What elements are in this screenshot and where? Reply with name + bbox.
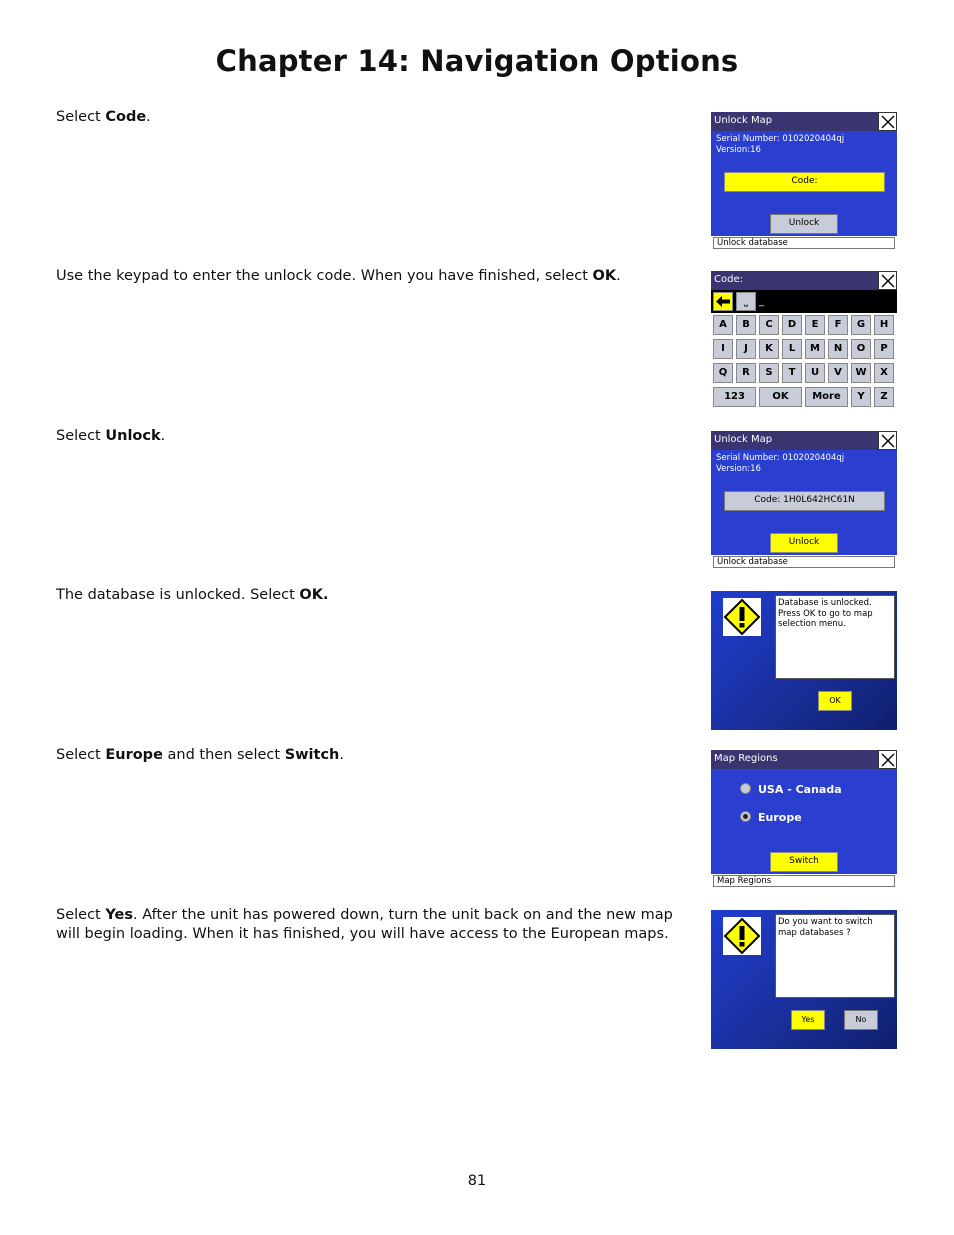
step-3-text [56,427,701,446]
database-unlocked-dialog [711,591,897,730]
close-icon [881,115,895,129]
step-5-text [56,746,701,765]
screen-body [711,450,897,555]
serial-number: Serial Number: 0102020404qj [716,453,845,463]
step-1-text [56,108,701,127]
unlock-map-screen [711,112,897,251]
map-regions-screen [711,750,897,889]
bold-term: OK [592,268,617,284]
key-a[interactable]: A [713,315,733,335]
key-m[interactable]: M [805,339,825,359]
screen-title: Code: [714,274,743,285]
unlock-button[interactable]: Unlock [770,533,838,553]
screen-body [711,769,897,874]
title-bar [711,112,897,131]
status-bar: Map Regions [713,875,895,887]
unlock-button[interactable]: Unlock [770,214,838,234]
key-w[interactable]: W [851,363,871,383]
key-n[interactable]: N [828,339,848,359]
key-y[interactable]: Y [851,387,871,407]
title-bar [711,750,897,769]
close-button[interactable] [878,431,897,450]
close-button[interactable] [878,271,897,290]
key-j[interactable]: J [736,339,756,359]
close-button[interactable] [878,750,897,769]
option-label: Europe [758,811,802,824]
region-option-usa-canada[interactable] [740,783,842,796]
bold-term: Unlock [105,428,161,444]
close-icon [881,753,895,767]
text-cursor: _ [759,296,764,307]
version: Version:16 [716,145,761,155]
keypad [711,290,897,410]
step-text-run: Select [56,428,106,444]
code-entry-field[interactable] [711,290,897,313]
status-bar: Unlock database [713,556,895,568]
bold-term: Code [105,109,147,125]
step-text-run: . [616,268,621,284]
step-text-run: The database is unlocked. Select [56,587,300,603]
step-2-text [56,267,701,286]
message-box: Database is unlocked. Press OK to go to map selection menu. [775,595,895,679]
step-4-text [56,586,701,605]
code-button[interactable]: Code: [724,172,885,192]
version: Version:16 [716,464,761,474]
code-button[interactable]: Code: 1H0L642HC61N [724,491,885,511]
warning-icon [723,598,761,636]
switch-confirm-dialog [711,910,897,1049]
step-text-run: . After the unit has powered down, turn the unit back on and the new map will begin loading. When it has finished, you will have access to the European maps. [56,907,673,942]
screen-title: Unlock Map [714,115,773,126]
close-icon [881,274,895,288]
key-g[interactable]: G [851,315,871,335]
step-text-run: Use the keypad to enter the unlock code. When you have finished, select [56,268,593,284]
key-o[interactable]: O [851,339,871,359]
key-u[interactable]: U [805,363,825,383]
space-key[interactable]: ⎵ [736,292,756,311]
key-f[interactable]: F [828,315,848,335]
step-6-text [56,906,701,944]
key-t[interactable]: T [782,363,802,383]
title-bar [711,271,897,290]
key-ok[interactable]: OK [759,387,802,407]
step-text-run: Select [56,747,106,763]
yes-button[interactable]: Yes [791,1010,825,1030]
key-v[interactable]: V [828,363,848,383]
message-box: Do you want to switch map databases ? [775,914,895,998]
status-bar: Unlock database [713,237,895,249]
radio-button-selected[interactable] [740,811,751,822]
serial-number: Serial Number: 0102020404qj [716,134,845,144]
step-text-run: . [339,747,344,763]
close-icon [881,434,895,448]
key-e[interactable]: E [805,315,825,335]
key-k[interactable]: K [759,339,779,359]
key-p[interactable]: P [874,339,894,359]
key-d[interactable]: D [782,315,802,335]
key-q[interactable]: Q [713,363,733,383]
page-number: 81 [467,1173,487,1189]
radio-button[interactable] [740,783,751,794]
bold-term: Yes [105,907,133,923]
key-l[interactable]: L [782,339,802,359]
screen-body [711,131,897,236]
option-label: USA - Canada [758,783,842,796]
key-b[interactable]: B [736,315,756,335]
bold-term: OK. [299,587,329,603]
close-button[interactable] [878,112,897,131]
back-arrow-icon [714,293,732,310]
key-x[interactable]: X [874,363,894,383]
key-h[interactable]: H [874,315,894,335]
region-option-europe[interactable] [740,811,802,824]
screen-title: Map Regions [714,753,778,764]
warning-icon [723,917,761,955]
key-123[interactable]: 123 [713,387,756,407]
key-r[interactable]: R [736,363,756,383]
page-title: Chapter 14: Navigation Options [215,44,739,78]
ok-button[interactable]: OK [818,691,852,711]
key-c[interactable]: C [759,315,779,335]
key-more[interactable]: More [805,387,848,407]
key-s[interactable]: S [759,363,779,383]
step-text-run: and then select [162,747,285,763]
screen-title: Unlock Map [714,434,773,445]
key-z[interactable]: Z [874,387,894,407]
unlock-map-screen-filled [711,431,897,570]
keypad-screen [711,271,897,410]
step-text-run: Select [56,907,106,923]
step-text-run: . [146,109,151,125]
no-button[interactable]: No [844,1010,878,1030]
bold-term: Switch [284,747,340,763]
step-text-run: Select [56,109,106,125]
title-bar [711,431,897,450]
step-text-run: . [160,428,166,444]
switch-button[interactable]: Switch [770,852,838,872]
bold-term: Europe [105,747,163,763]
key-i[interactable]: I [713,339,733,359]
backspace-key[interactable] [713,292,733,311]
